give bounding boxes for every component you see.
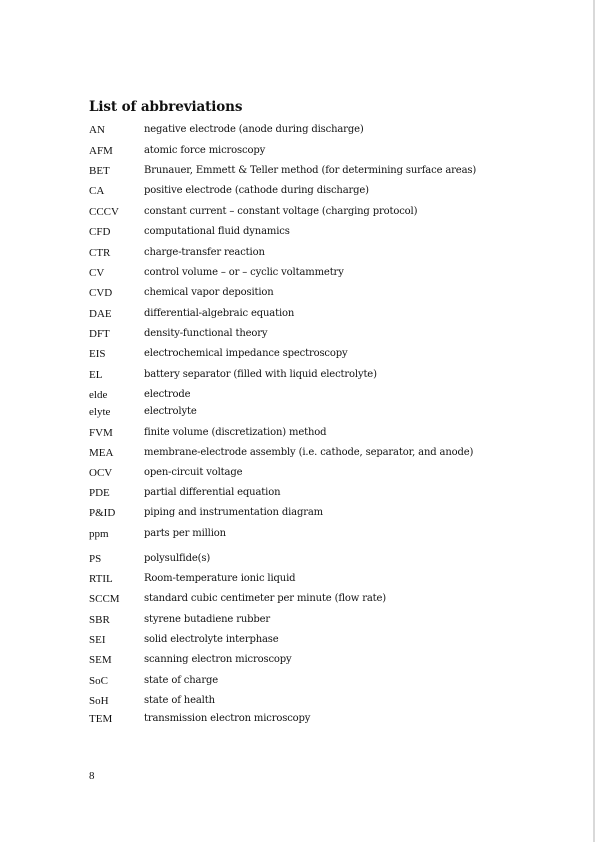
abbreviation-term: SoH [89, 695, 109, 707]
abbreviation-definition: atomic force microscopy [144, 145, 266, 156]
abbreviation-row [89, 144, 509, 158]
abbreviation-term: EIS [89, 348, 106, 360]
abbreviation-row [89, 653, 509, 667]
abbreviation-row [89, 446, 509, 460]
abbreviation-definition: piping and instrumentation diagram [144, 507, 323, 518]
abbreviation-definition: styrene butadiene rubber [144, 614, 271, 625]
abbreviation-row [89, 123, 509, 137]
abbreviation-term: SEI [89, 634, 106, 646]
abbreviation-definition: partial differential equation [144, 487, 281, 498]
abbreviation-row [89, 633, 509, 647]
abbreviation-row [89, 368, 509, 382]
abbreviation-row [89, 674, 509, 688]
abbreviation-term: PS [89, 553, 102, 565]
abbreviation-row [89, 572, 509, 586]
abbreviation-term: AN [89, 124, 105, 136]
abbreviation-term: OCV [89, 467, 113, 479]
abbreviation-row [89, 307, 509, 321]
abbreviation-term: CCCV [89, 206, 119, 218]
page-title: List of abbreviations [89, 99, 243, 115]
abbreviation-definition: battery separator (filled with liquid electrolyte) [144, 369, 377, 380]
abbreviation-definition: transmission electron microscopy [144, 713, 311, 724]
abbreviation-row [89, 225, 509, 239]
abbreviation-term: SEM [89, 654, 112, 666]
abbreviation-definition: charge-transfer reaction [144, 247, 265, 258]
abbreviation-row [89, 388, 509, 402]
page-number: 8 [89, 770, 95, 782]
abbreviation-definition: chemical vapor deposition [144, 287, 274, 298]
abbreviation-term: BET [89, 165, 110, 177]
abbreviation-row [89, 266, 509, 280]
abbreviation-row [89, 466, 509, 480]
abbreviation-term: MEA [89, 447, 114, 459]
abbreviation-row [89, 506, 509, 520]
abbreviation-row [89, 426, 509, 440]
abbreviation-term: AFM [89, 145, 113, 157]
abbreviation-definition: electrolyte [144, 406, 197, 417]
abbreviation-definition: standard cubic centimeter per minute (flow rate) [144, 593, 387, 604]
abbreviation-term: CV [89, 267, 105, 279]
abbreviation-definition: computational fluid dynamics [144, 226, 290, 237]
abbreviation-term: elyte [89, 406, 111, 418]
abbreviation-row [89, 286, 509, 300]
abbreviation-row [89, 613, 509, 627]
abbreviation-definition: solid electrolyte interphase [144, 634, 279, 645]
abbreviation-term: CFD [89, 226, 111, 238]
abbreviation-term: RTIL [89, 573, 113, 585]
abbreviation-definition: density-functional theory [144, 328, 268, 339]
abbreviation-definition: parts per million [144, 528, 226, 539]
abbreviation-term: elde [89, 389, 108, 401]
abbreviation-definition: scanning electron microscopy [144, 654, 292, 665]
abbreviation-term: SoC [89, 675, 108, 687]
abbreviation-definition: Room-temperature ionic liquid [144, 573, 296, 584]
abbreviation-definition: negative electrode (anode during discharge) [144, 124, 364, 135]
abbreviation-definition: electrochemical impedance spectroscopy [144, 348, 348, 359]
abbreviation-definition: electrode [144, 389, 191, 400]
abbreviation-term: CVD [89, 287, 113, 299]
abbreviation-definition: Brunauer, Emmett & Teller method (for determining surface areas) [144, 165, 477, 176]
abbreviation-row [89, 486, 509, 500]
abbreviation-definition: state of health [144, 695, 215, 706]
abbreviation-term: DAE [89, 308, 112, 320]
abbreviation-row [89, 592, 509, 606]
abbreviation-definition: finite volume (discretization) method [144, 427, 327, 438]
abbreviation-row [89, 327, 509, 341]
abbreviation-term: PDE [89, 487, 110, 499]
abbreviation-row [89, 164, 509, 178]
abbreviation-term: CTR [89, 247, 111, 259]
abbreviation-term: P&ID [89, 507, 116, 519]
abbreviation-definition: open-circuit voltage [144, 467, 243, 478]
abbreviation-term: DFT [89, 328, 110, 340]
abbreviation-row [89, 184, 509, 198]
abbreviation-definition: constant current – constant voltage (charging protocol) [144, 206, 418, 217]
abbreviation-row [89, 205, 509, 219]
abbreviation-row [89, 694, 509, 708]
abbreviation-term: ppm [89, 528, 109, 540]
abbreviation-definition: control volume – or – cyclic voltammetry [144, 267, 344, 278]
abbreviation-term: FVM [89, 427, 113, 439]
abbreviation-definition: state of charge [144, 675, 218, 686]
abbreviation-term: SCCM [89, 593, 120, 605]
abbreviation-definition: differential-algebraic equation [144, 308, 295, 319]
abbreviation-row [89, 246, 509, 260]
abbreviation-term: CA [89, 185, 105, 197]
abbreviation-term: SBR [89, 614, 110, 626]
abbreviation-row [89, 347, 509, 361]
abbreviation-definition: polysulfide(s) [144, 553, 211, 564]
abbreviation-definition: membrane-electrode assembly (i.e. cathode, separator, and anode) [144, 447, 474, 458]
abbreviation-definition: positive electrode (cathode during discharge) [144, 185, 369, 196]
abbreviation-row [89, 712, 509, 726]
abbreviation-term: TEM [89, 713, 113, 725]
abbreviation-term: EL [89, 369, 103, 381]
abbreviation-row [89, 552, 509, 566]
abbreviation-row [89, 527, 509, 541]
abbreviation-row [89, 405, 509, 419]
